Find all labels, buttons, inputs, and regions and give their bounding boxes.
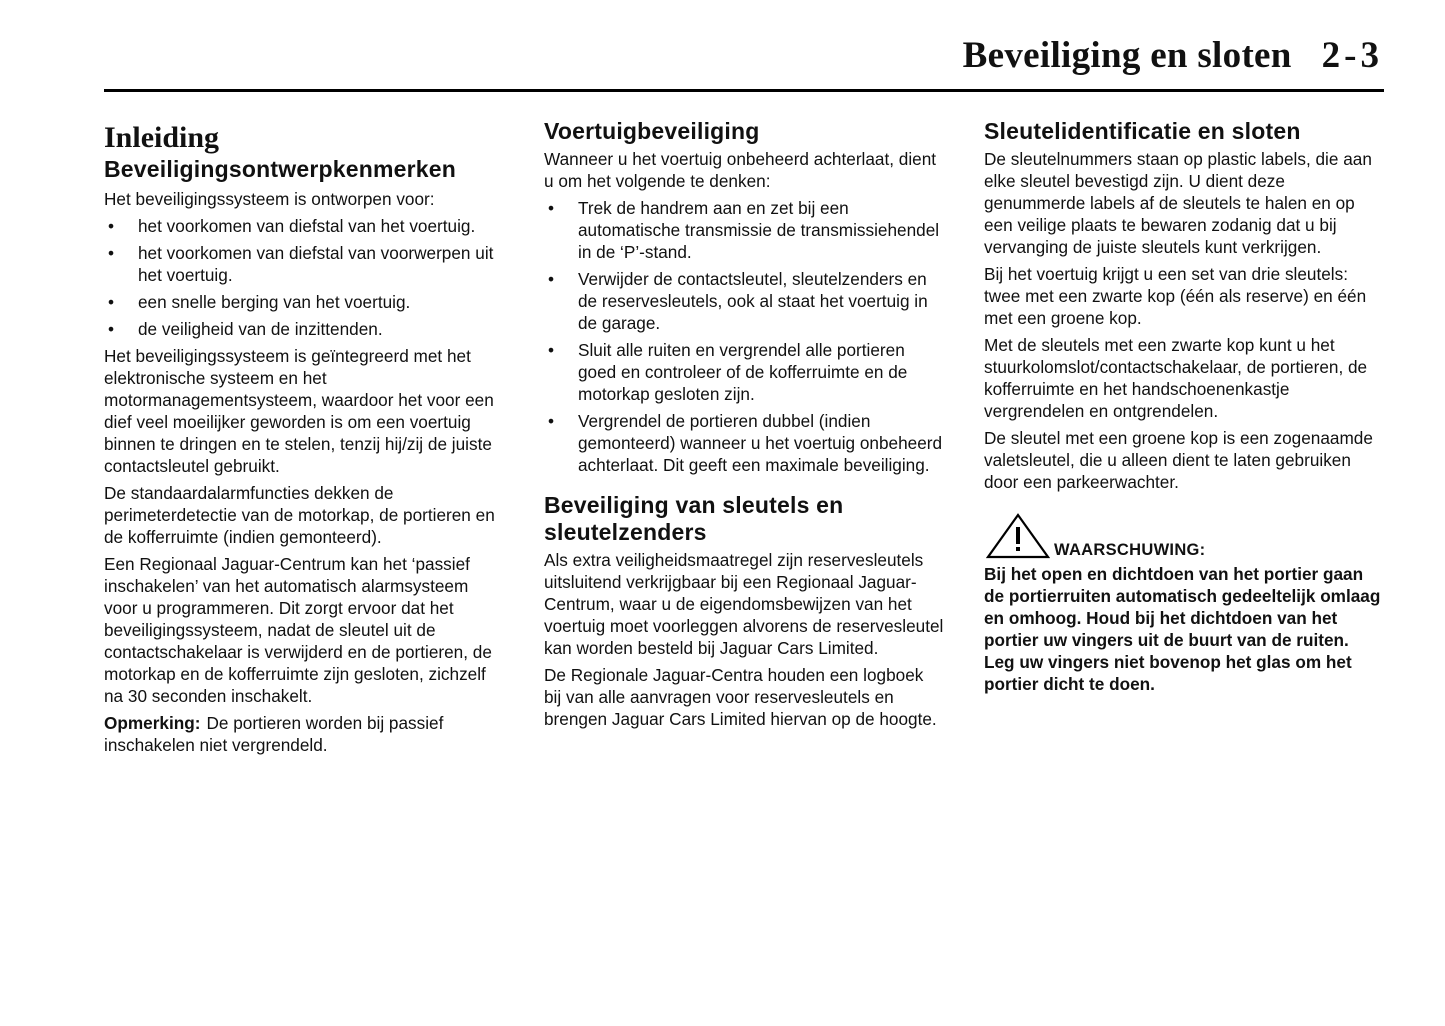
paragraph: Met de sleutels met een zwarte kop kunt u het stuurkolomslot/contactschakelaar, de portieren, de kofferruimte en het handschoenenkastje vergrendelen en ontgrendelen. — [984, 335, 1368, 421]
list-item-text: Verwijder de contactsleutel, sleutelzenders en de reservesleutels, ook al staat het voertuig in de garage. — [578, 269, 928, 333]
chapter-title: Beveiliging en sloten — [962, 35, 1292, 76]
warning-label: WAARSCHUWING: — [1054, 541, 1206, 559]
note-text: De portieren worden bij passief inschakelen niet vergrendeld. — [104, 713, 444, 755]
list-item — [544, 268, 944, 334]
heading-beveiliging-sleutels: Beveiliging van sleutels en sleutelzenders — [544, 492, 844, 545]
section-title-inleiding: Inleiding — [104, 121, 220, 154]
column-inleiding — [104, 118, 504, 761]
list-item-text: de veiligheid van de inzittenden. — [138, 319, 383, 339]
paragraph: De Regionale Jaguar-Centra houden een logboek bij van alle aanvragen voor reservesleutels en brengen Jaguar Cars Limited hiervan op de hoogte. — [544, 665, 937, 729]
column-voertuigbeveiliging — [544, 118, 944, 735]
bullet-icon: • — [548, 340, 555, 360]
column-sleutelidentificatie — [984, 118, 1384, 695]
warning-text: Bij het open en dichtdoen van het portier gaan de portierruiten automatisch gedeeltelijk omlaag en omhoog. Houd bij het dichtdoen van het portier uw vingers uit de buurt van de ruiten. Leg uw vingers niet bovenop het glas om het portier dicht te doen. — [984, 564, 1381, 694]
list-item — [104, 291, 504, 313]
warning-box — [984, 513, 1384, 695]
list-item — [544, 339, 944, 405]
bullet-icon: • — [548, 269, 555, 289]
intro-text: Het beveiligingssysteem is ontworpen voor: — [104, 189, 435, 209]
page-number: 2-3 — [1321, 35, 1383, 76]
heading-beveiligingsontwerpkenmerken: Beveiligingsontwerpkenmerken — [104, 156, 456, 182]
note — [104, 712, 504, 756]
heading-sleutelidentificatie: Sleutelidentificatie en sloten — [984, 118, 1301, 144]
bullet-icon: • — [108, 243, 115, 263]
paragraph: Het beveiligingssysteem is geïntegreerd met het elektronische systeem en het motormanagementsysteem, waardoor het voor een dief veel moeilijker geworden is om een voertuig binnen te dringen en te stelen, tenzij hij/zij de juiste contactsleutel gebruikt. — [104, 346, 494, 476]
list-item-text: het voorkomen van diefstal van voorwerpen uit het voertuig. — [138, 243, 494, 285]
paragraph: De sleutelnummers staan op plastic labels, die aan elke sleutel bevestigd zijn. U dient deze genummerde labels af de sleutels te halen en op een veilige plaats te bewaren zodanig dat u bij vervanging de juiste sleutels kunt verkrijgen. — [984, 149, 1372, 257]
bullet-icon: • — [108, 216, 115, 236]
intro-text: Wanneer u het voertuig onbeheerd achterlaat, dient u om het volgende te denken: — [544, 149, 937, 191]
warning-triangle-icon — [986, 513, 1050, 559]
list-item-text: Trek de handrem aan en zet bij een automatische transmissie de transmissiehendel in de ‘P’-stand. — [578, 198, 940, 262]
page-header — [963, 34, 1383, 77]
bullet-icon: • — [108, 292, 115, 312]
header-rule — [104, 89, 1384, 92]
bullet-icon: • — [548, 198, 555, 218]
list-item-text: Sluit alle ruiten en vergrendel alle portieren goed en controleer of de kofferruimte en de motorkap gesloten zijn. — [578, 340, 908, 404]
security-tips-list — [544, 197, 944, 476]
list-item — [104, 242, 504, 286]
paragraph: Bij het voertuig krijgt u een set van drie sleutels: twee met een zwarte kop (één als reserve) en één met een groene kop. — [984, 264, 1367, 328]
bullet-icon: • — [548, 411, 555, 431]
bullet-icon: • — [108, 319, 115, 339]
paragraph: Een Regionaal Jaguar-Centrum kan het ‘passief inschakelen’ van het automatisch alarmsysteem voor u programmeren. Dit zorgt ervoor dat het beveiligingssysteem, nadat de sleutel uit de contactschakelaar is verwijderd en de portieren, de motorkap en de kofferruimte zijn gesloten, zichzelf na 30 seconden inschakelt. — [104, 554, 492, 706]
list-item-text: Vergrendel de portieren dubbel (indien gemonteerd) wanneer u het voertuig onbeheerd achterlaat. Dit geeft een maximale beveiliging. — [578, 411, 943, 475]
note-label: Opmerking: — [104, 713, 201, 733]
list-item-text: het voorkomen van diefstal van het voertuig. — [138, 216, 476, 236]
list-item — [544, 410, 944, 476]
design-features-list — [104, 215, 504, 340]
list-item — [544, 197, 944, 263]
list-item — [104, 318, 504, 340]
warning-header — [984, 513, 1384, 559]
heading-voertuigbeveiliging: Voertuigbeveiliging — [544, 118, 760, 144]
list-item — [104, 215, 504, 237]
paragraph: Als extra veiligheidsmaatregel zijn reservesleutels uitsluitend verkrijgbaar bij een Regionaal Jaguar-Centrum, waar u de eigendomsbewijzen van het voertuig moet voorleggen alvorens de reservesleutel kan worden besteld bij Jaguar Cars Limited. — [544, 550, 944, 658]
paragraph: De sleutel met een groene kop is een zogenaamde valetsleutel, die u alleen dient te laten gebruiken door een parkeerwachter. — [984, 428, 1373, 492]
list-item-text: een snelle berging van het voertuig. — [138, 292, 411, 312]
paragraph: De standaardalarmfuncties dekken de perimeterdetectie van de motorkap, de portieren en de kofferruimte (indien gemonteerd). — [104, 483, 495, 547]
